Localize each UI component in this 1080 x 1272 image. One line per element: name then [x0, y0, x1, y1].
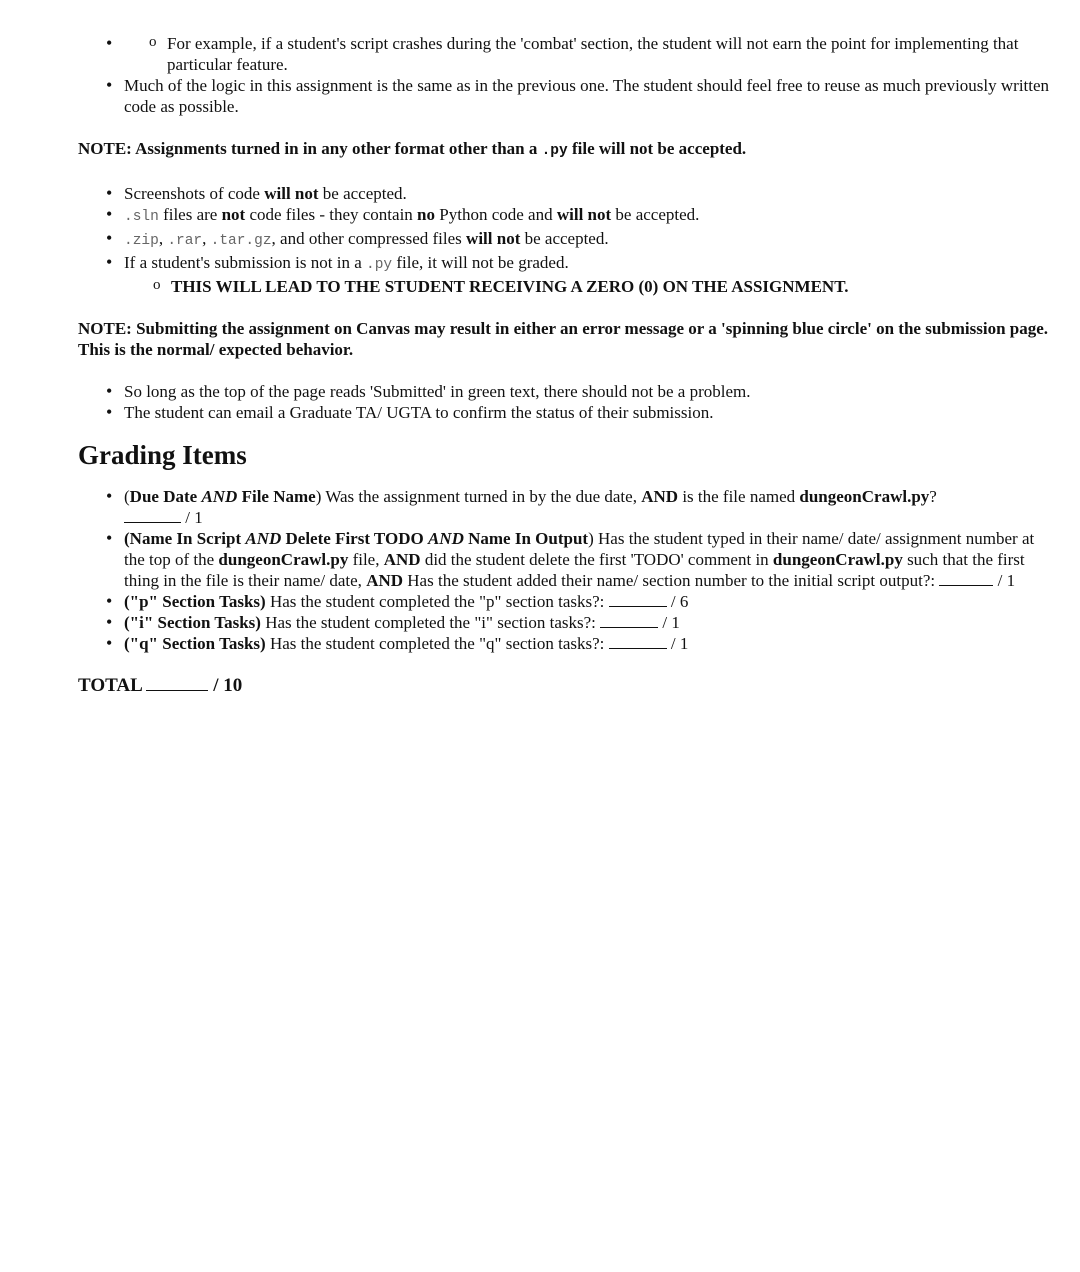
grading-item-due-date — [78, 486, 1050, 528]
note-format — [78, 138, 1050, 162]
text: files are — [158, 205, 222, 224]
intro-continuation — [78, 33, 1050, 75]
text: such that the first thing in the file is their name/ date, — [124, 550, 1025, 590]
text: is the file named — [678, 487, 800, 506]
list-item — [78, 381, 1050, 402]
text: If a student's submission is not in a — [124, 253, 367, 272]
bold-text: AND — [641, 487, 679, 506]
bold-text: dungeonCrawl.py — [772, 550, 903, 569]
bold-text: Due Date — [129, 487, 202, 506]
score-blank[interactable] — [124, 508, 181, 523]
note-canvas — [78, 318, 1050, 360]
bold-text: Delete First TODO — [281, 529, 428, 548]
italic-text: AND — [245, 529, 282, 548]
text: be accepted. — [611, 205, 700, 224]
text: ? — [929, 487, 937, 506]
note-text: NOTE: Assignments turned in in any other format other than a — [78, 139, 542, 158]
list-item-text: For example, if a student's script crashes during the 'combat' section, the student will not earn the point for implementing that particular feature. — [167, 34, 1019, 74]
list-item-text: The student can email a Graduate TA/ UGTA to confirm the status of their submission. — [124, 403, 714, 422]
list-item — [128, 276, 1050, 297]
total-line — [78, 675, 1050, 696]
text: Has the student completed the "q" section tasks?: — [265, 634, 609, 653]
warning-text: THIS WILL LEAD TO THE STUDENT RECEIVING A ZERO (0) ON THE ASSIGNMENT. — [171, 277, 849, 296]
italic-text: AND — [427, 529, 464, 548]
total-score: / 10 — [213, 675, 243, 696]
text: file, — [348, 550, 384, 569]
intro-list — [78, 33, 1050, 117]
bold-text: ("q" Section Tasks) — [124, 634, 266, 653]
format-list — [78, 183, 1050, 297]
text: ) — [315, 487, 322, 506]
total-score-blank[interactable] — [146, 676, 208, 691]
bold-text: not — [221, 205, 246, 224]
text: be accepted. — [318, 184, 407, 203]
text: ( — [124, 487, 130, 506]
score-blank[interactable] — [600, 613, 658, 628]
grading-heading: Grading Items — [78, 440, 247, 470]
text: , — [202, 229, 211, 248]
score-total: / 1 — [670, 634, 689, 653]
text: be accepted. — [520, 229, 609, 248]
score-blank[interactable] — [609, 592, 667, 607]
list-item — [78, 228, 1050, 252]
bold-text: File Name — [237, 487, 316, 506]
canvas-list — [78, 381, 1050, 423]
text: Was the assignment turned in by the due date, — [321, 487, 642, 506]
bold-text: (Name In Script — [124, 529, 246, 548]
list-item — [78, 183, 1050, 204]
bold-text: will not — [264, 184, 319, 203]
bold-text: ("p" Section Tasks) — [124, 592, 266, 611]
inline-code: .py — [366, 257, 393, 273]
list-item — [78, 75, 1050, 117]
text: , and other compressed files — [271, 229, 467, 248]
note-text: NOTE: Submitting the assignment on Canvas may result in either an error message or a 'spinning blue circle' on the submission page. This is the normal/ expected behavior. — [78, 319, 1049, 359]
grading-list — [78, 486, 1050, 654]
text: ) — [588, 529, 594, 548]
text: file, it will not be graded. — [392, 253, 569, 272]
text: Has the student completed the "p" section tasks?: — [265, 592, 609, 611]
inline-code: .py — [541, 143, 568, 159]
text: Has the student typed in their name/ date/ assignment number at the top of the — [124, 529, 1035, 569]
list-item-text: So long as the top of the page reads 'Submitted' in green text, there should not be a problem. — [124, 382, 751, 401]
list-item-text: Much of the logic in this assignment is the same as in the previous one. The student should feel free to reuse as much previously written code as possible. — [124, 76, 1050, 116]
bold-text: no — [417, 205, 436, 224]
bold-text: dungeonCrawl.py — [799, 487, 930, 506]
list-item — [78, 402, 1050, 423]
grading-item-q-section — [78, 633, 1050, 654]
bold-text: AND — [383, 550, 421, 569]
list-item — [124, 33, 1050, 75]
inline-code: .zip — [124, 233, 159, 249]
score-blank[interactable] — [609, 634, 667, 649]
inline-code: .sln — [124, 209, 159, 225]
format-sub-list — [128, 276, 1050, 297]
text: Python code and — [435, 205, 557, 224]
text: Screenshots of code — [124, 184, 265, 203]
inline-code: .tar.gz — [210, 233, 272, 249]
grading-item-p-section — [78, 591, 1050, 612]
text: Has the student added their name/ section number to the initial script output?: — [403, 571, 940, 590]
bold-text: ("i" Section Tasks) — [124, 613, 261, 632]
bold-text: will not — [466, 229, 521, 248]
note-text: file will not be accepted. — [567, 139, 747, 158]
intro-sub-list — [124, 33, 1050, 75]
text: , — [158, 229, 168, 248]
grading-item-name — [78, 528, 1050, 591]
list-item — [78, 204, 1050, 228]
score-total: / 1 — [185, 508, 203, 527]
total-label: TOTAL — [78, 675, 142, 696]
bold-text: Name In Output — [463, 529, 589, 548]
text: did the student delete the first 'TODO' comment in — [420, 550, 773, 569]
bold-text: AND — [366, 571, 404, 590]
text: code files - they contain — [245, 205, 418, 224]
score-total: / 6 — [670, 592, 689, 611]
italic-text: AND — [201, 487, 238, 506]
bold-text: will not — [556, 205, 612, 224]
score-total: / 1 — [997, 571, 1016, 590]
inline-code: .rar — [167, 233, 203, 249]
list-item — [78, 252, 1050, 297]
score-total: / 1 — [662, 613, 680, 632]
text: Has the student completed the "i" section tasks?: — [260, 613, 601, 632]
grading-item-i-section — [78, 612, 1050, 633]
bold-text: dungeonCrawl.py — [218, 550, 349, 569]
score-blank[interactable] — [939, 571, 993, 586]
